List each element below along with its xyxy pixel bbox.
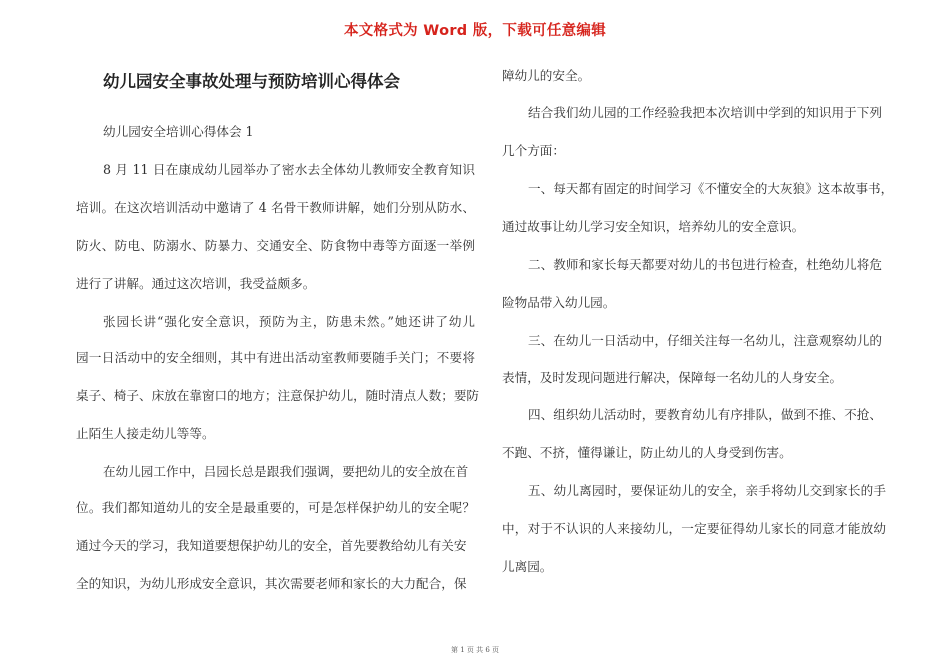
paragraph-line: 园一日活动中的安全细则，其中有进出活动室教师要随手关门；不要将 <box>76 350 475 365</box>
page-number-footer: 第 1 页 共 6 页 <box>450 646 500 654</box>
paragraph-line: 险物品带入幼儿园。 <box>502 295 616 310</box>
paragraph-line: 通过今天的学习，我知道要想保护幼儿的安全，首先要教给幼儿有关安 <box>76 538 467 553</box>
paragraph-line: 五、幼儿离园时，要保证幼儿的安全，亲手将幼儿交到家长的手 <box>528 483 886 498</box>
paragraph-line: 止陌生人接走幼儿等等。 <box>76 426 215 441</box>
paragraph-line: 三、在幼儿一日活动中，仔细关注每一名幼儿，注意观察幼儿的 <box>528 333 882 348</box>
word-version-banner: 本文格式为 Word 版，下载可任意编辑 <box>343 23 607 39</box>
paragraph-line: 桌子、椅子、床放在靠窗口的地方；注意保护幼儿，随时清点人数；要防 <box>76 388 479 403</box>
paragraph-line: 进行了讲解。通过这次培训，我受益颇多。 <box>76 276 316 291</box>
paragraph-line: 培训。在这次培训活动中邀请了 4 名骨干教师讲解，她们分别从防水、 <box>76 200 475 215</box>
paragraph-line: 表情，及时发现问题进行解决，保障每一名幼儿的人身安全。 <box>502 370 843 385</box>
paragraph-line: 中，对于不认识的人来接幼儿，一定要征得幼儿家长的同意才能放幼 <box>502 521 886 536</box>
section-heading: 幼儿园安全培训心得体会 1 <box>103 124 254 139</box>
paragraph-line: 不跑、不挤，懂得谦让，防止幼儿的人身受到伤害。 <box>502 445 792 460</box>
paragraph-line: 结合我们幼儿园的工作经验我把本次培训中学到的知识用于下列 <box>528 105 882 120</box>
paragraph-line: 张园长讲“强化安全意识，预防为主，防患未然。”她还讲了幼儿 <box>103 314 475 329</box>
paragraph-line: 通过故事让幼儿学习安全知识，培养幼儿的安全意识。 <box>502 219 805 234</box>
paragraph-line: 8 月 11 日在康成幼儿园举办了密水去全体幼儿教师安全教育知识 <box>103 162 475 177</box>
paragraph-line: 位。我们都知道幼儿的安全是最重要的，可是怎样保护幼儿的安全呢？ <box>76 500 475 515</box>
paragraph-line: 二、教师和家长每天都要对幼儿的书包进行检查，杜绝幼儿将危 <box>528 257 882 272</box>
paragraph-line: 防火、防电、防溺水、防暴力、交通安全、防食物中毒等方面逐一举例 <box>76 238 475 253</box>
paragraph-line: 全的知识，为幼儿形成安全意识，其次需要老师和家长的大力配合，保 <box>76 576 467 591</box>
paragraph-line: 几个方面： <box>502 143 565 158</box>
document-title: 幼儿园安全事故处理与预防培训心得体会 <box>103 72 400 91</box>
paragraph-line: 四、组织幼儿活动时，要教育幼儿有序排队，做到不推、不抢、 <box>528 407 882 422</box>
paragraph-line: 在幼儿园工作中，吕园长总是跟我们强调，要把幼儿的安全放在首 <box>103 464 469 479</box>
paragraph-line: 一、每天都有固定的时间学习《不懂安全的大灰狼》这本故事书， <box>528 181 894 196</box>
paragraph-line: 障幼儿的安全。 <box>502 68 591 83</box>
paragraph-line: 儿离园。 <box>502 559 553 574</box>
